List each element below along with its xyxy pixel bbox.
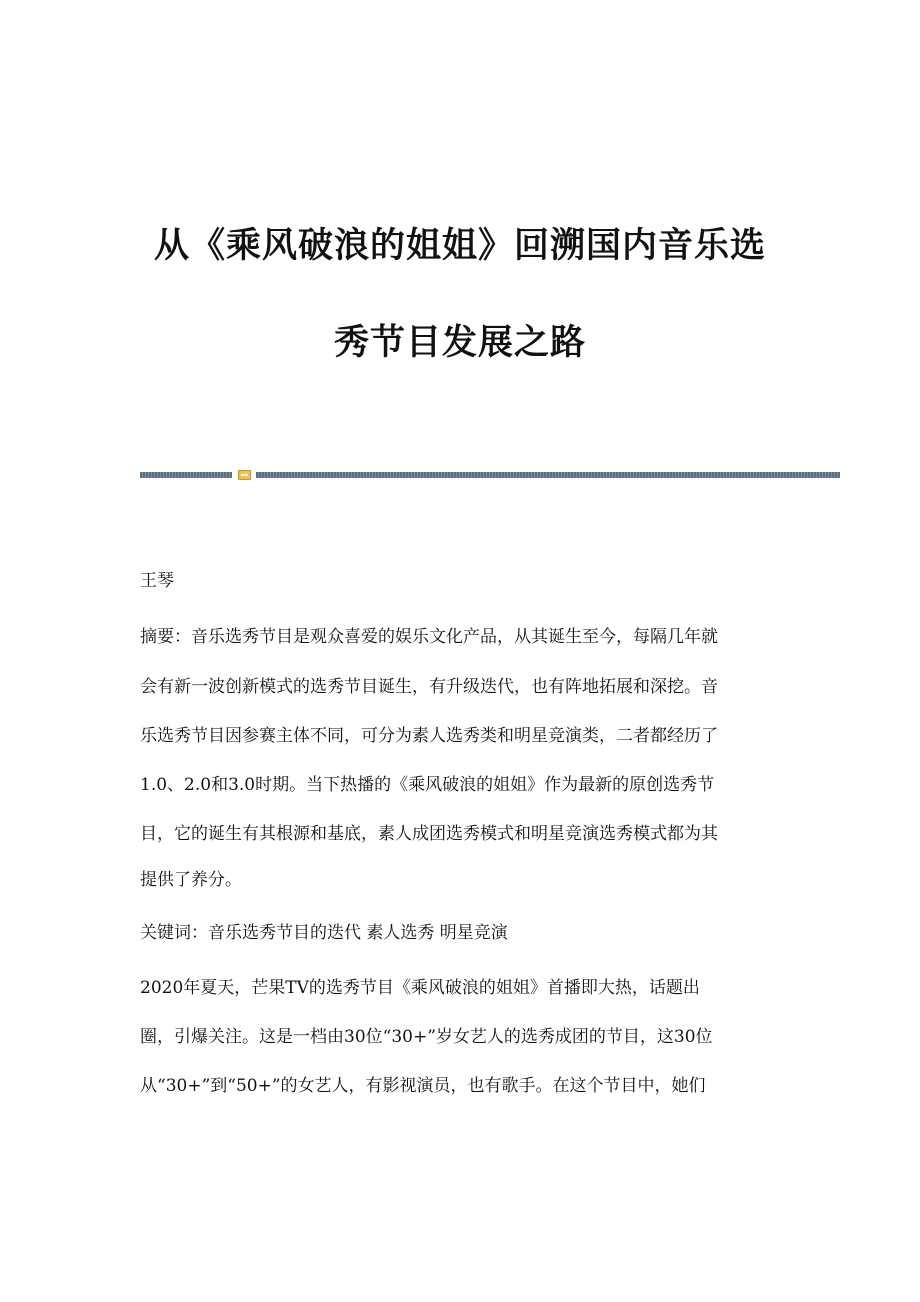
- abstract-line-4: 1.0、2.0和3.0时期。当下热播的《乘风破浪的姐姐》作为最新的原创选秀节: [140, 775, 715, 795]
- title-line-1: 从《乘风破浪的姐姐》回溯国内音乐选: [153, 226, 766, 266]
- divider-bar-left: [140, 472, 232, 478]
- abstract-line-6: 提供了养分。: [140, 870, 242, 890]
- author-name: 王琴: [140, 571, 174, 591]
- keywords-line: 关键词：音乐选秀节目的迭代 素人选秀 明星竞演: [140, 923, 508, 943]
- abstract-line-3: 乐选秀节目因参赛主体不同，可分为素人选秀类和明星竞演类，二者都经历了: [140, 726, 718, 746]
- body-line-1: 2020年夏天，芒果TV的选秀节目《乘风破浪的姐姐》首播即大热，话题出: [140, 978, 700, 998]
- abstract-line-2: 会有新一波创新模式的选秀节目诞生，有升级迭代，也有阵地拓展和深挖。音: [140, 677, 718, 697]
- abstract-line-1: 摘要：音乐选秀节目是观众喜爱的娱乐文化产品，从其诞生至今，每隔几年就: [140, 627, 718, 647]
- title-divider: [140, 469, 840, 481]
- abstract-line-5: 目，它的诞生有其根源和基底，素人成团选秀模式和明星竞演选秀模式都为其: [140, 824, 718, 844]
- body-line-2: 圈，引爆关注。这是一档由30位“30+”岁女艺人的选秀成团的节目，这30位: [140, 1027, 713, 1047]
- divider-ornament-icon: [238, 470, 251, 480]
- body-line-3: 从“30+”到“50+”的女艺人，有影视演员，也有歌手。在这个节目中，她们: [140, 1076, 706, 1096]
- title-line-2: 秀节目发展之路: [333, 323, 586, 363]
- divider-bar-right: [256, 472, 840, 478]
